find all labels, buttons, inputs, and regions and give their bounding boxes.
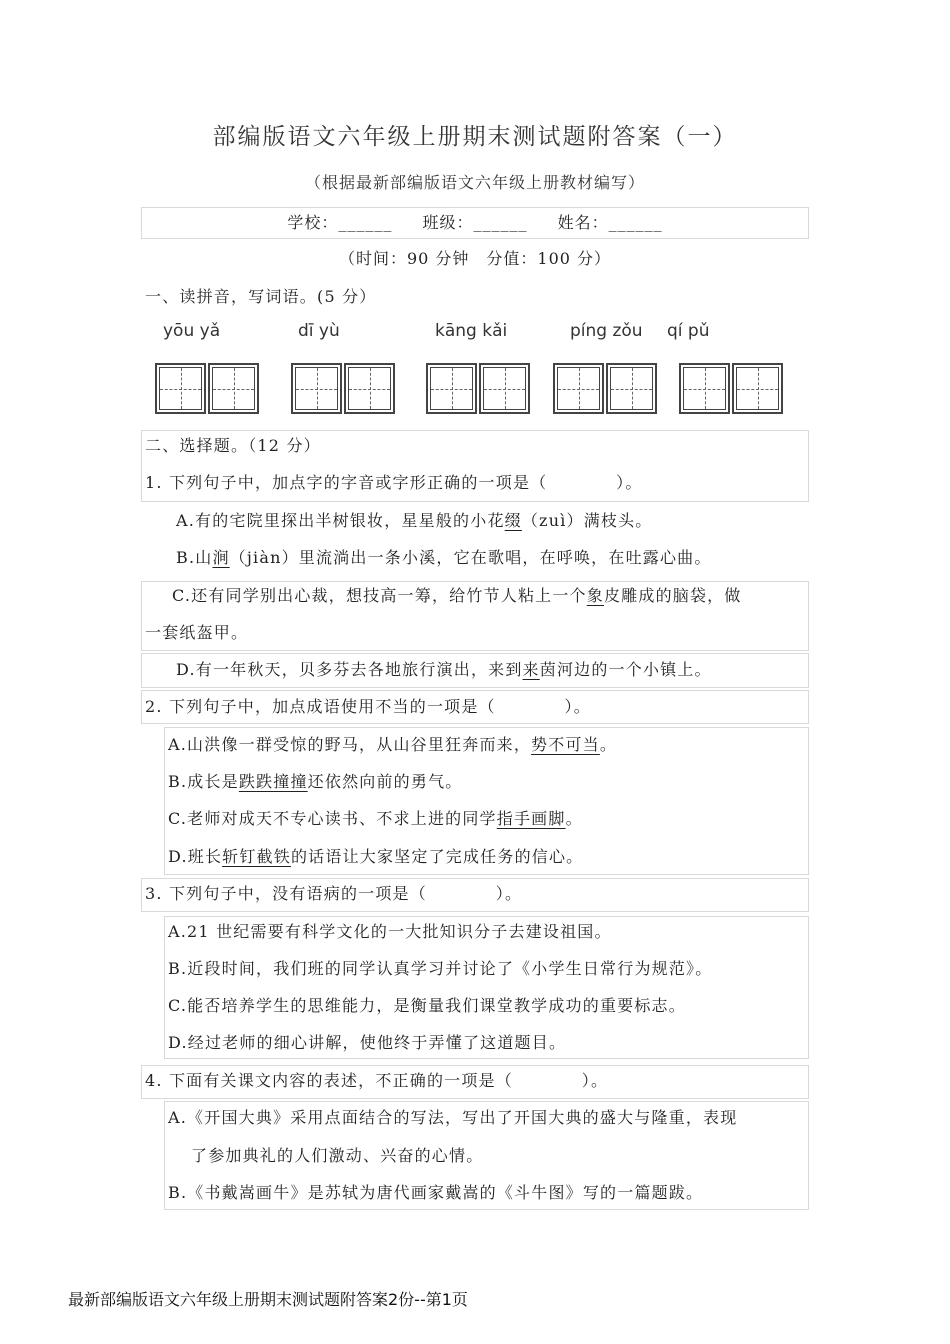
writing-cell-4a[interactable] [553, 363, 604, 414]
page-subtitle: （根据最新部编版语文六年级上册教材编写） [304, 173, 645, 192]
pinyin-4: píng zǒu [570, 321, 643, 341]
writing-cell-3b[interactable] [479, 363, 530, 414]
section2-heading: 二、选择题。（12 分） [145, 436, 321, 455]
writing-cell-2b[interactable] [344, 363, 395, 414]
writing-cell-5b[interactable] [732, 363, 783, 414]
pinyin-3: kāng kǎi [435, 321, 508, 341]
q1-option-c-continued: 一套纸盔甲。 [145, 623, 249, 642]
pinyin-5: qí pǔ [667, 321, 710, 341]
pinyin-2: dī yù [298, 321, 340, 341]
q1-option-a[interactable]: A.有的宅院里探出半树银妆，星星般的小花缀（zuì）满枝头。 [176, 511, 653, 530]
q3-option-a[interactable]: A.21 世纪需要有科学文化的一大批知识分子去建设祖国。 [168, 922, 612, 941]
q1-stem: 1. 下列句子中，加点字的字音或字形正确的一项是（ ）。 [145, 473, 643, 492]
q1-option-c[interactable]: C.还有同学别出心裁，想技高一筹，给竹节人粘上一个象皮雕成的脑袋，做 [172, 586, 742, 605]
q3-option-b[interactable]: B.近段时间，我们班的同学认真学习并讨论了《小学生日常行为规范》。 [168, 959, 713, 978]
writing-cell-1b[interactable] [208, 363, 259, 414]
class-field[interactable]: 班级：______ [422, 213, 528, 232]
q2-option-d[interactable]: D.班长斩钉截铁的话语让大家坚定了完成任务的信心。 [168, 847, 584, 866]
writing-cell-4b[interactable] [606, 363, 657, 414]
q2-option-c[interactable]: C.老师对成天不专心读书、不求上进的同学指手画脚。 [168, 809, 583, 828]
time-score-line: （时间：90 分钟 分值：100 分） [338, 249, 612, 268]
q3-stem: 3. 下列句子中，没有语病的一项是（ ）。 [145, 884, 523, 903]
q1-option-d[interactable]: D.有一年秋天，贝多芬去各地旅行演出，来到来茵河边的一个小镇上。 [176, 660, 712, 679]
writing-cell-5a[interactable] [679, 363, 730, 414]
q2-option-b[interactable]: B.成长是跌跌撞撞还依然向前的勇气。 [168, 772, 463, 791]
q4-stem: 4. 下面有关课文内容的表述，不正确的一项是（ ）。 [145, 1071, 609, 1090]
name-field[interactable]: 姓名：______ [557, 213, 663, 232]
q2-option-a[interactable]: A.山洪像一群受惊的野马，从山谷里狂奔而来，势不可当。 [168, 735, 618, 754]
q2-stem: 2. 下列句子中，加点成语使用不当的一项是（ ）。 [145, 697, 591, 716]
q4-option-a[interactable]: A.《开国大典》采用点面结合的写法，写出了开国大典的盛大与隆重，表现 [168, 1108, 738, 1127]
q4-option-b[interactable]: B.《书戴嵩画牛》是苏轼为唐代画家戴嵩的《斗牛图》写的一篇题跋。 [168, 1183, 704, 1202]
q1-option-b[interactable]: B.山涧（jiàn）里流淌出一条小溪，它在歌唱，在呼唤，在吐露心曲。 [176, 548, 712, 567]
page-title: 部编版语文六年级上册期末测试题附答案（一） [212, 124, 738, 150]
q3-option-c[interactable]: C.能否培养学生的思维能力，是衡量我们课堂教学成功的重要标志。 [168, 996, 686, 1015]
q4-option-a-continued: 了参加典礼的人们激动、兴奋的心情。 [191, 1146, 484, 1165]
pinyin-1: yōu yǎ [163, 321, 221, 341]
writing-cell-2a[interactable] [291, 363, 342, 414]
student-info-line [141, 210, 809, 233]
page-footer: 最新部编版语文六年级上册期末测试题附答案2份--第1页 [68, 1290, 468, 1309]
writing-cell-3a[interactable] [426, 363, 477, 414]
writing-cell-1a[interactable] [155, 363, 206, 414]
school-field[interactable]: 学校：______ [287, 213, 393, 232]
q3-option-d[interactable]: D.经过老师的细心讲解，使他终于弄懂了这道题目。 [168, 1033, 567, 1052]
section1-heading: 一、读拼音，写词语。(5 分） [145, 287, 377, 306]
